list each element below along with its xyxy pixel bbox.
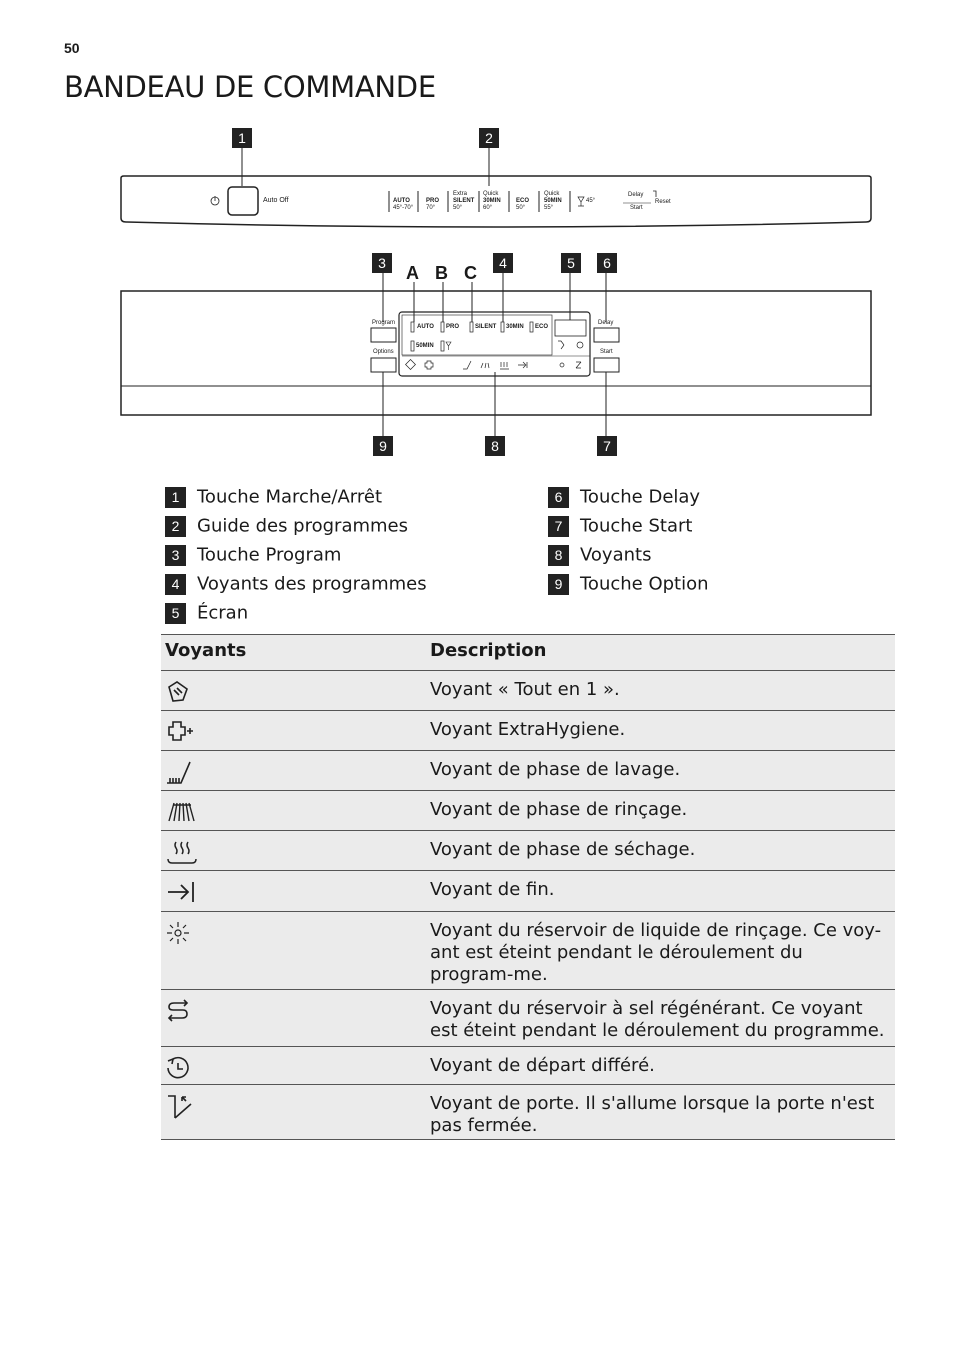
led-30min: 30MIN	[506, 324, 524, 330]
page-title: BANDEAU DE COMMANDE	[64, 70, 436, 104]
row-description: Voyant de phase de séchage.	[430, 839, 696, 860]
legend-item-7: 7 Touche Start	[548, 515, 692, 537]
indicator-table	[161, 634, 895, 1140]
legend-item-3: 3 Touche Program	[165, 544, 341, 566]
row-description: Voyant de départ différé.	[430, 1055, 655, 1076]
dry-phase-icon	[165, 839, 199, 867]
row-description: Voyant de porte. Il s'allume lorsque la porte n'est pas fermée.	[430, 1093, 875, 1136]
start-button-label: Start	[600, 349, 613, 355]
delay-button-label: Delay	[598, 320, 614, 326]
top-start-label: Start	[630, 205, 643, 211]
program-button-label: Program	[372, 320, 396, 326]
callout-4: 4	[493, 253, 513, 273]
table-row	[161, 671, 895, 711]
rinse-phase-icon	[165, 799, 199, 825]
callout-3: 3	[372, 253, 392, 273]
callout-2: 2	[479, 128, 499, 148]
legend-item-9: 9 Touche Option	[548, 573, 709, 595]
table-row	[161, 871, 895, 912]
callout-5: 5	[561, 253, 581, 273]
row-description: Voyant du réservoir à sel régénérant. Ce voyant est éteint pendant le déroulement du programme.	[430, 998, 885, 1041]
legend-item-2: 2 Guide des programmes	[165, 515, 408, 537]
legend-item-5: 5 Écran	[165, 602, 248, 624]
top-glass-temp: 45°	[586, 198, 596, 204]
delay-start-icon	[165, 1055, 191, 1081]
table-row	[161, 1047, 895, 1085]
callout-7: 7	[597, 436, 617, 456]
top-program-silent: Extra SILENT 50°	[453, 191, 475, 211]
led-eco: ECO	[535, 324, 549, 330]
top-program-auto: AUTO 45°-70°	[393, 198, 414, 211]
callout-1: 1	[232, 128, 252, 148]
led-auto: AUTO	[417, 324, 434, 330]
callout-9: 9	[373, 436, 393, 456]
header-description: Description	[430, 640, 547, 661]
header-voyants: Voyants	[165, 640, 247, 661]
extrahygiene-icon	[165, 719, 195, 745]
rinse-aid-icon	[165, 920, 191, 946]
row-description: Voyant de phase de rinçage.	[430, 799, 688, 820]
top-program-pro: PRO 70°	[426, 198, 440, 211]
page-number: 50	[64, 40, 80, 56]
table-row	[161, 912, 895, 990]
auto-off-label: Auto Off	[263, 197, 289, 204]
salt-icon	[165, 998, 191, 1024]
callout-6: 6	[597, 253, 617, 273]
row-description: Voyant de phase de lavage.	[430, 759, 681, 780]
top-program-30min: Quick 30MIN 60°	[483, 191, 501, 211]
end-icon	[165, 879, 197, 905]
legend-item-4: 4 Voyants des programmes	[165, 573, 427, 595]
table-row	[161, 831, 895, 871]
table-row	[161, 751, 895, 791]
led-pro: PRO	[446, 324, 460, 330]
led-silent: SILENT	[475, 324, 497, 330]
top-program-50min: Quick 50MIN 55°	[544, 191, 562, 211]
legend-item-8: 8 Voyants	[548, 544, 651, 566]
row-description: Voyant du réservoir de liquide de rinçage. Ce voy-ant est éteint pendant le déroulement du program-me.	[430, 920, 882, 985]
top-panel-outline	[0, 0, 954, 470]
table-row	[161, 791, 895, 831]
top-program-eco: ECO 50°	[516, 198, 530, 211]
letter-c: C	[464, 263, 477, 283]
wash-phase-icon	[165, 759, 193, 787]
table-row	[161, 711, 895, 751]
led-50min: 50MIN	[416, 343, 434, 349]
table-row	[161, 990, 895, 1047]
row-description: Voyant « Tout en 1 ».	[430, 679, 620, 700]
letter-b: B	[435, 263, 448, 283]
row-description: Voyant ExtraHygiene.	[430, 719, 626, 740]
table-row	[161, 1085, 895, 1140]
options-button-label: Options	[373, 349, 394, 355]
row-description: Voyant de fin.	[430, 879, 555, 900]
callout-8: 8	[485, 436, 505, 456]
control-panel-diagram	[0, 0, 954, 470]
table-header	[161, 635, 895, 671]
letter-a: A	[406, 263, 419, 283]
legend-item-6: 6 Touche Delay	[548, 486, 700, 508]
top-delay-label: Delay	[628, 192, 644, 198]
top-reset-label: Reset	[655, 199, 671, 205]
legend-item-1: 1 Touche Marche/Arrêt	[165, 486, 382, 508]
all-in-one-icon	[165, 679, 191, 705]
door-icon	[165, 1093, 195, 1121]
